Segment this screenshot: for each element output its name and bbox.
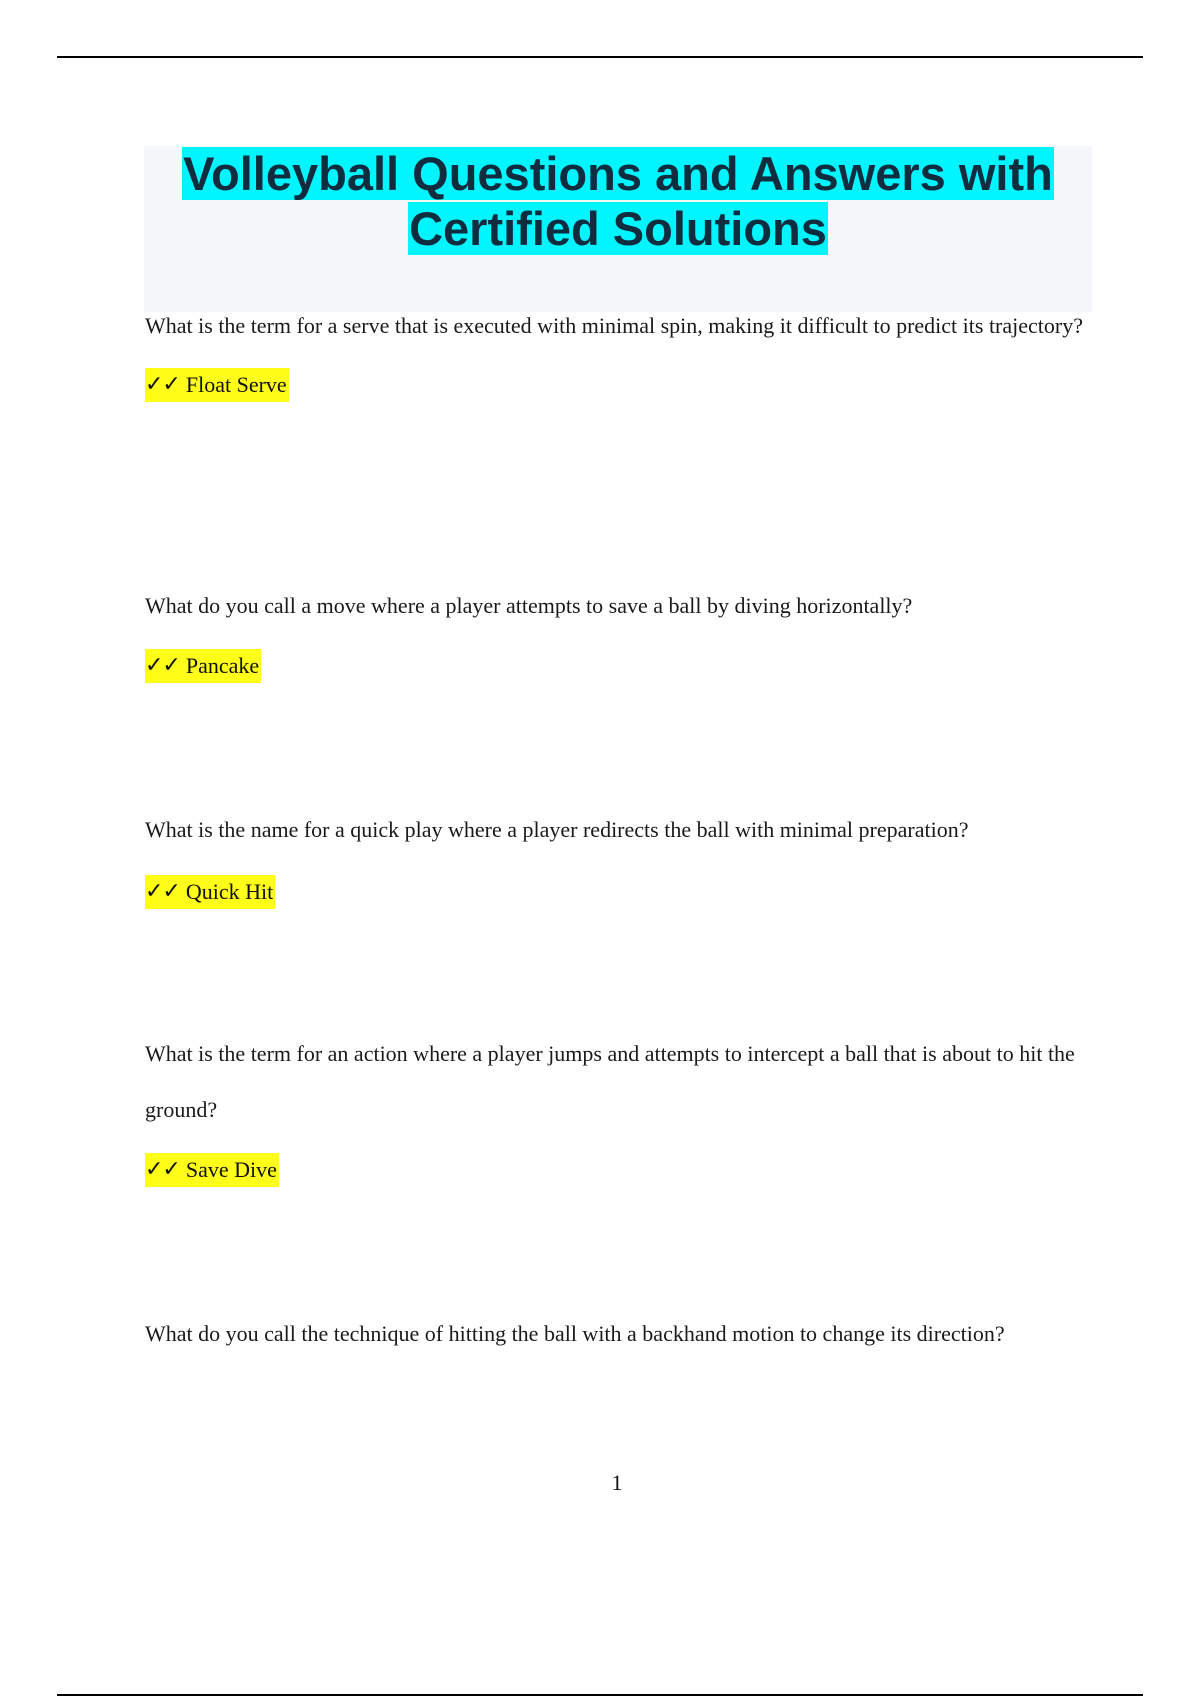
question-text: What do you call the technique of hitting the ball with a backhand motion to change its direction? (145, 1321, 1005, 1346)
qa-item-4 (145, 1026, 1085, 1187)
qa-item-2 (145, 578, 1085, 683)
double-check-icon: ✓✓ (145, 879, 180, 904)
answer-highlight (145, 1153, 279, 1187)
question-text: What is the term for a serve that is executed with minimal spin, making it difficult to predict its trajectory? (145, 313, 1083, 338)
title-block (144, 146, 1092, 312)
header-rule (57, 56, 1143, 58)
double-check-icon: ✓✓ (145, 653, 180, 678)
footer-rule (57, 1694, 1143, 1696)
qa-item-3 (145, 802, 1085, 909)
document-title (144, 146, 1092, 256)
page-number: 1 (611, 1470, 623, 1495)
answer-highlight (145, 649, 261, 683)
answer-text: Pancake (185, 653, 260, 678)
answer-highlight (145, 875, 275, 909)
title-line-2: Certified Solutions (409, 202, 827, 255)
title-line-1: Volleyball Questions and Answers with (183, 147, 1053, 200)
qa-item-5 (145, 1306, 1085, 1362)
question-text: What do you call a move where a player attempts to save a ball by diving horizontally? (145, 593, 913, 618)
qa-item-1 (145, 298, 1085, 402)
double-check-icon: ✓✓ (145, 372, 180, 397)
answer-text: Save Dive (185, 1157, 277, 1182)
answer-text: Quick Hit (185, 879, 274, 904)
question-text: What is the name for a quick play where a player redirects the ball with minimal preparation? (145, 817, 969, 842)
answer-text: Float Serve (185, 372, 287, 397)
question-text: What is the term for an action where a player jumps and attempts to intercept a ball that is about to hit the ground? (145, 1041, 1075, 1122)
double-check-icon: ✓✓ (145, 1157, 180, 1182)
answer-highlight (145, 368, 289, 402)
